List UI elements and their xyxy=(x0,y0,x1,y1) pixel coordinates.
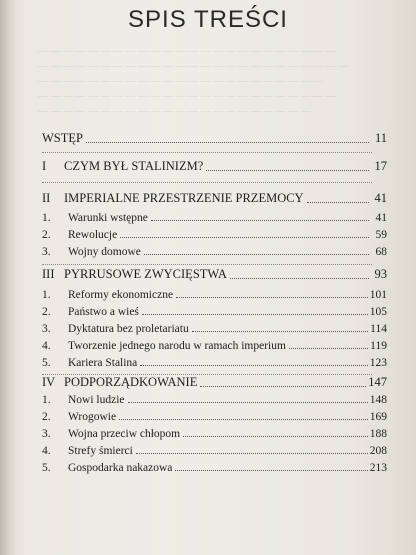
leader-dots xyxy=(307,201,369,203)
toc-entry-title: Gospodarka nakazowa xyxy=(68,462,173,474)
toc-entry-page: 59 xyxy=(375,229,387,241)
toc-entry xyxy=(42,130,387,146)
toc-entry-title: WSTĘP xyxy=(42,131,83,145)
toc-entry-number: 5. xyxy=(42,357,51,369)
toc-entry-title: Wojna przeciw chłopom xyxy=(68,428,181,440)
toc-entry xyxy=(42,458,387,474)
leader-dots xyxy=(183,435,368,437)
toc-entry-title: Strefy śmierci xyxy=(68,445,133,457)
toc-entry-page: 188 xyxy=(369,428,387,440)
leader-dots xyxy=(119,418,368,420)
toc-entry-number: 2. xyxy=(42,411,51,423)
show-through-text: — — — — — — — — — — — — — — — — — — — — — — — — — — — — — — — — — — — — — — — — — — — — — — — — — — — — — — — — — — — — — — — — — — — — — — — — — — — — — — — — — — — — — — — — — — — — — — — — — — — — — — — — — — — — — — — — — — — — — — xyxy=(38,46,348,117)
section-divider xyxy=(42,182,372,183)
toc-entry xyxy=(42,242,387,258)
toc-entry-title: Rewolucje xyxy=(68,229,118,241)
toc-entry xyxy=(42,225,387,241)
toc-entry xyxy=(42,266,387,282)
toc-entry xyxy=(42,441,387,457)
toc-entry-page: 41 xyxy=(375,212,387,224)
toc-entry-page: 17 xyxy=(374,159,387,173)
leader-dots xyxy=(128,401,368,403)
page-heading: SPIS TREŚCI xyxy=(128,6,288,33)
toc-entry-number: II xyxy=(42,191,51,205)
toc-entry-page: 213 xyxy=(369,462,387,474)
leader-dots xyxy=(136,452,368,454)
toc-entry-number: 1. xyxy=(42,212,51,224)
leader-dots xyxy=(140,364,367,366)
toc-entry-number: 1. xyxy=(42,289,51,301)
page-gutter xyxy=(0,0,16,555)
toc-entry xyxy=(42,319,387,335)
toc-entry-title: Reformy ekonomiczne xyxy=(68,289,174,301)
toc-entry-title: Kariera Stalina xyxy=(68,357,138,369)
leader-dots xyxy=(230,277,369,279)
leader-dots xyxy=(206,169,369,171)
toc-entry-number: 4. xyxy=(42,445,51,457)
toc-entry-title: Nowi ludzie xyxy=(68,394,125,406)
toc-entry-number: IV xyxy=(42,375,56,389)
toc-entry-page: 101 xyxy=(369,289,387,301)
leader-dots xyxy=(144,253,369,255)
toc-entry-number: 3. xyxy=(42,246,51,258)
toc-entry-page: 123 xyxy=(369,357,387,369)
section-divider xyxy=(42,264,372,265)
section-divider xyxy=(42,152,372,153)
toc-entry xyxy=(42,285,387,301)
toc-entry-title: IMPERIALNE PRZESTRZENIE PRZEMOCY xyxy=(64,191,304,205)
toc-entry-title: Warunki wstępne xyxy=(68,212,148,224)
toc-entry-page: 169 xyxy=(369,411,387,423)
toc-entry-page: 11 xyxy=(374,131,387,145)
toc-entry-title: Tworzenie jednego narodu w ramach imperium xyxy=(68,340,286,352)
toc-entry xyxy=(42,407,387,423)
toc-entry-page: 93 xyxy=(374,267,387,281)
toc-entry xyxy=(42,424,387,440)
toc-entry-number: 1. xyxy=(42,394,51,406)
toc-entry-number: 3. xyxy=(42,428,51,440)
toc-entry-number: I xyxy=(42,159,47,173)
toc-entry-title: PODPORZĄDKOWANIE xyxy=(64,375,198,389)
leader-dots xyxy=(289,347,368,349)
toc-entry-page: 41 xyxy=(374,191,387,205)
leader-dots xyxy=(176,296,368,298)
toc-entry-number: 2. xyxy=(42,229,51,241)
toc-entry-number: 2. xyxy=(42,306,51,318)
leader-dots xyxy=(151,219,369,221)
toc-entry xyxy=(42,374,387,390)
toc-entry-page: 68 xyxy=(375,246,387,258)
toc-entry xyxy=(42,158,387,174)
leader-dots xyxy=(86,141,369,143)
toc-entry-title: Wrogowie xyxy=(68,411,117,423)
leader-dots xyxy=(142,313,368,315)
leader-dots xyxy=(192,330,368,332)
leader-dots xyxy=(200,385,366,387)
toc-entry-number: 5. xyxy=(42,462,51,474)
toc-entry xyxy=(42,390,387,406)
toc-entry-page: 208 xyxy=(369,445,387,457)
toc-entry-title: Dyktatura bez proletariatu xyxy=(68,323,189,335)
toc-entry-title: PYRRUSOWE ZWYCIĘSTWA xyxy=(64,267,227,281)
toc-entry-page: 105 xyxy=(369,306,387,318)
leader-dots xyxy=(120,236,369,238)
toc-entry-number: 4. xyxy=(42,340,51,352)
toc-entry-number: 3. xyxy=(42,323,51,335)
toc-entry xyxy=(42,353,387,369)
toc-entry-title: Państwo a wieś xyxy=(68,306,139,318)
toc-entry-page: 148 xyxy=(369,394,387,406)
toc-entry-number: III xyxy=(42,267,55,281)
toc-entry-title: CZYM BYŁ STALINIZM? xyxy=(64,159,204,173)
toc-entry xyxy=(42,336,387,352)
toc-entry xyxy=(42,190,387,206)
leader-dots xyxy=(175,469,367,471)
toc-entry-page: 119 xyxy=(370,340,387,352)
toc-entry-page: 147 xyxy=(368,375,387,389)
toc-entry-title: Wojny domowe xyxy=(68,246,141,258)
toc-entry xyxy=(42,302,387,318)
toc-entry xyxy=(42,208,387,224)
toc-entry-page: 114 xyxy=(370,323,387,335)
